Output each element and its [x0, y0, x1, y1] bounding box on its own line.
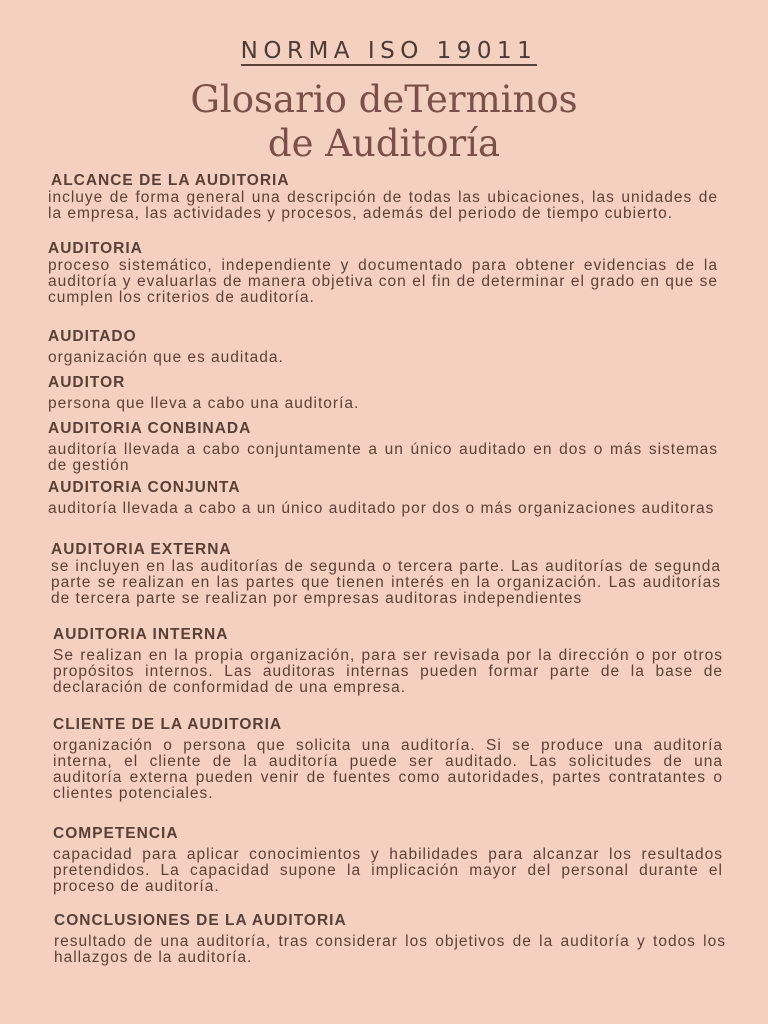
entry-definition: auditoría llevada a cabo conjuntamente a un único auditado en dos o más sistemas de gestión [48, 441, 718, 474]
entry-term: CONCLUSIONES DE LA AUDITORIA [54, 912, 347, 929]
glossary-entry-auditoria-interna [53, 626, 723, 696]
glossary-entry-auditoria [48, 240, 718, 306]
entry-term: CLIENTE DE LA AUDITORIA [53, 716, 283, 733]
entry-term: AUDITORIA CONJUNTA [48, 479, 241, 496]
glossary-entry-auditoria-conjunta [48, 479, 718, 517]
entry-definition: organización que es auditada. [48, 349, 284, 366]
glossary-entry-conclusiones [54, 912, 726, 966]
glossary-entry-auditor [48, 374, 718, 412]
entry-term: AUDITORIA EXTERNA [51, 541, 232, 558]
title-line-2: de Auditoría [267, 122, 501, 165]
glossary-entry-auditado [48, 328, 718, 366]
entry-definition: Se realizan en la propia organización, para ser revisada por la dirección o por otros propósitos internos. Las auditoras internas pueden formar parte de la base de declaración de conformidad de una empresa. [53, 647, 723, 696]
entry-term: AUDITORIA INTERNA [53, 626, 229, 643]
entry-term: AUDITADO [48, 328, 137, 345]
entry-definition: proceso sistemático, independiente y documentado para obtener evidencias de la auditoría y evaluarlas de manera objetiva con el fin de determinar el grado en que se cumplen los criterios de auditoría. [48, 257, 718, 306]
entry-term: COMPETENCIA [53, 825, 179, 842]
glossary-entry-alcance [48, 172, 718, 222]
entry-definition: capacidad para aplicar conocimientos y habilidades para alcanzar los resultados pretendidos. La capacidad supone la implicación mayor del personal durante el proceso de auditoría. [53, 846, 723, 895]
entry-definition: auditoría llevada a cabo a un único auditado por dos o más organizaciones auditoras [48, 500, 715, 517]
entry-definition: resultado de una auditoría, tras considerar los objetivos de la auditoría y todos los hallazgos de la auditoría. [54, 933, 726, 966]
entry-term: AUDITORIA [48, 240, 143, 257]
glossary-entry-auditoria-externa [51, 541, 721, 607]
kicker-text: NORMA ISO 19011 [240, 38, 538, 64]
entry-definition: incluye de forma general una descripción de todas las ubicaciones, las unidades de la empresa, las actividades y procesos, además del periodo de tiempo cubierto. [48, 189, 718, 222]
title-line-1: Glosario deTerminos [190, 78, 578, 121]
glossary-entry-cliente [53, 716, 723, 802]
entry-definition: se incluyen en las auditorías de segunda o tercera parte. Las auditorías de segunda parte se realizan en las partes que tienen interés en la organización. Las auditorías de tercera parte se realizan por empresas auditoras independientes [51, 558, 721, 607]
glossary-entry-competencia [53, 825, 723, 895]
entry-term: ALCANCE DE LA AUDITORIA [51, 172, 290, 189]
document-kicker [0, 38, 768, 64]
entry-term: AUDITOR [48, 374, 126, 391]
entry-term: AUDITORIA CONBINADA [48, 420, 252, 437]
glossary-entry-auditoria-conbinada [48, 420, 718, 474]
entry-definition: organización o persona que solicita una auditoría. Si se produce una auditoría interna, el cliente de la auditoría puede ser auditado. Las solicitudes de una auditoría externa pueden venir de fuentes como autoridades, partes contratantes o clientes potenciales. [53, 737, 723, 802]
entry-definition: persona que lleva a cabo una auditoría. [48, 395, 360, 412]
document-title [0, 78, 768, 166]
